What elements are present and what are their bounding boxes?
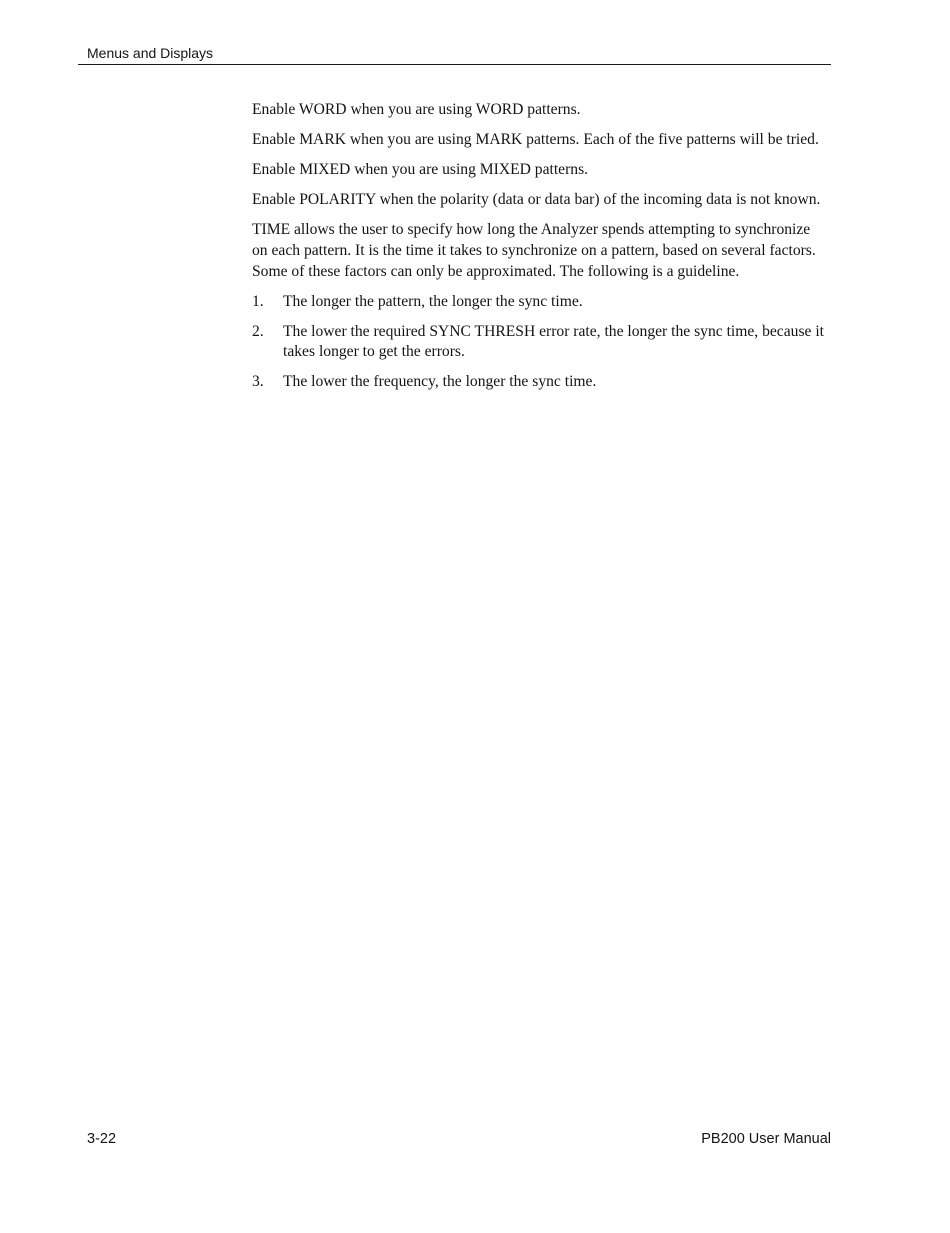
section-title: Menus and Displays <box>87 45 214 61</box>
paragraph-mixed: Enable MIXED when you are using MIXED patterns. <box>252 161 589 179</box>
list-item <box>252 372 827 393</box>
manual-title: PB200 User Manual <box>701 1131 831 1147</box>
list-number: 1. <box>252 292 264 310</box>
list-item <box>252 322 827 363</box>
list-number: 2. <box>252 322 264 340</box>
paragraph-polarity: Enable POLARITY when the polarity (data or data bar) of the incoming data is not known. <box>252 191 821 209</box>
guideline-list <box>252 292 827 393</box>
list-item <box>252 292 827 313</box>
list-text: The lower the required SYNC THRESH error rate, the longer the sync time, because it takes longer to get the errors. <box>283 322 824 361</box>
paragraph-mark: Enable MARK when you are using MARK patterns. Each of the five patterns will be tried. <box>252 131 819 149</box>
paragraph-word: Enable WORD when you are using WORD patterns. <box>252 101 581 118</box>
body-text <box>252 100 827 403</box>
page-number: 3-22 <box>87 1131 117 1147</box>
list-text: The lower the frequency, the longer the sync time. <box>283 373 597 391</box>
list-number: 3. <box>252 373 264 391</box>
list-text: The longer the pattern, the longer the sync time. <box>283 292 583 310</box>
paragraph-time: TIME allows the user to specify how long the Analyzer spends attempting to synchronize on each pattern. It is the time it takes to synchronize on a pattern, based on several factors. Some of these factors can only be approximated. The following is a guideline. <box>252 221 816 280</box>
page-header <box>78 44 831 65</box>
